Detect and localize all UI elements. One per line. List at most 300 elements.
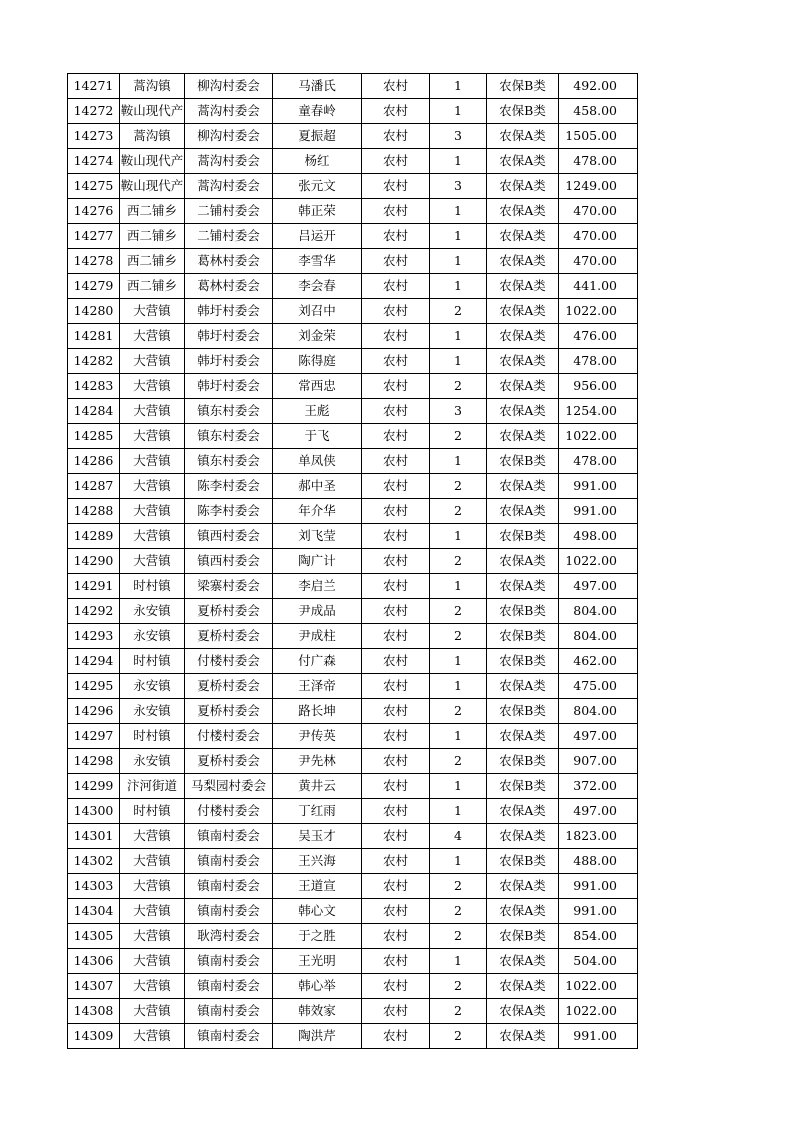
serial-number-cell: 14297 [68,724,120,749]
table-row [68,999,638,1024]
insurance-category-cell: 农保A类 [487,899,559,924]
household-size-cell: 1 [430,149,487,174]
amount-cell: 804.00 [559,624,638,649]
insurance-category-cell: 农保B类 [487,699,559,724]
insurance-category-cell: 农保A类 [487,424,559,449]
amount-cell: 991.00 [559,1024,638,1049]
serial-number-cell: 14290 [68,549,120,574]
table-row [68,424,638,449]
area-type-cell: 农村 [362,749,430,774]
township-cell: 时村镇 [120,799,185,824]
area-type-cell: 农村 [362,524,430,549]
village-committee-cell: 葛林村委会 [185,274,273,299]
amount-cell: 504.00 [559,949,638,974]
name-cell: 韩心文 [273,899,362,924]
area-type-cell: 农村 [362,199,430,224]
household-size-cell: 2 [430,999,487,1024]
amount-cell: 1022.00 [559,999,638,1024]
name-cell: 李会春 [273,274,362,299]
table-row [68,924,638,949]
serial-number-cell: 14305 [68,924,120,949]
township-cell: 西二铺乡 [120,199,185,224]
township-cell: 时村镇 [120,649,185,674]
village-committee-cell: 耿湾村委会 [185,924,273,949]
insurance-category-cell: 农保B类 [487,849,559,874]
household-size-cell: 1 [430,349,487,374]
serial-number-cell: 14287 [68,474,120,499]
household-size-cell: 2 [430,1024,487,1049]
table-row [68,149,638,174]
table-row [68,699,638,724]
table-row [68,474,638,499]
township-cell: 蒿沟镇 [120,74,185,99]
serial-number-cell: 14277 [68,224,120,249]
township-cell: 永安镇 [120,699,185,724]
village-committee-cell: 付楼村委会 [185,799,273,824]
serial-number-cell: 14308 [68,999,120,1024]
township-cell: 大营镇 [120,1024,185,1049]
village-committee-cell: 镇东村委会 [185,449,273,474]
township-cell: 西二铺乡 [120,249,185,274]
household-size-cell: 1 [430,249,487,274]
township-cell: 汴河街道 [120,774,185,799]
name-cell: 于之胜 [273,924,362,949]
township-cell: 大营镇 [120,999,185,1024]
area-type-cell: 农村 [362,324,430,349]
name-cell: 杨红 [273,149,362,174]
area-type-cell: 农村 [362,74,430,99]
village-committee-cell: 镇南村委会 [185,874,273,899]
name-cell: 路长坤 [273,699,362,724]
amount-cell: 1249.00 [559,174,638,199]
table-row [68,299,638,324]
name-cell: 陈得庭 [273,349,362,374]
name-cell: 尹成品 [273,599,362,624]
household-size-cell: 2 [430,299,487,324]
serial-number-cell: 14273 [68,124,120,149]
amount-cell: 1823.00 [559,824,638,849]
serial-number-cell: 14296 [68,699,120,724]
township-cell: 大营镇 [120,524,185,549]
insurance-category-cell: 农保A类 [487,824,559,849]
amount-cell: 470.00 [559,224,638,249]
amount-cell: 492.00 [559,74,638,99]
name-cell: 单凤侠 [273,449,362,474]
amount-cell: 478.00 [559,449,638,474]
serial-number-cell: 14278 [68,249,120,274]
table-row [68,974,638,999]
amount-cell: 1254.00 [559,399,638,424]
table-row [68,749,638,774]
area-type-cell: 农村 [362,674,430,699]
insurance-category-cell: 农保A类 [487,124,559,149]
village-committee-cell: 镇东村委会 [185,424,273,449]
amount-cell: 497.00 [559,799,638,824]
household-size-cell: 2 [430,474,487,499]
name-cell: 王彪 [273,399,362,424]
area-type-cell: 农村 [362,549,430,574]
table-row [68,724,638,749]
amount-cell: 372.00 [559,774,638,799]
household-size-cell: 1 [430,649,487,674]
name-cell: 韩心举 [273,974,362,999]
serial-number-cell: 14299 [68,774,120,799]
village-committee-cell: 梁寨村委会 [185,574,273,599]
name-cell: 陶洪芹 [273,1024,362,1049]
township-cell: 时村镇 [120,574,185,599]
insurance-category-cell: 农保A类 [487,674,559,699]
table-row [68,949,638,974]
serial-number-cell: 14304 [68,899,120,924]
insurance-category-cell: 农保A类 [487,799,559,824]
township-cell: 大营镇 [120,449,185,474]
township-cell: 鞍山现代产 [120,99,185,124]
area-type-cell: 农村 [362,774,430,799]
insurance-category-cell: 农保A类 [487,549,559,574]
household-size-cell: 2 [430,924,487,949]
village-committee-cell: 韩圩村委会 [185,299,273,324]
household-size-cell: 1 [430,799,487,824]
amount-cell: 991.00 [559,499,638,524]
amount-cell: 854.00 [559,924,638,949]
name-cell: 王兴海 [273,849,362,874]
village-committee-cell: 镇南村委会 [185,849,273,874]
amount-cell: 1022.00 [559,549,638,574]
table-row [68,449,638,474]
area-type-cell: 农村 [362,349,430,374]
village-committee-cell: 镇东村委会 [185,399,273,424]
name-cell: 付广森 [273,649,362,674]
insurance-category-cell: 农保A类 [487,374,559,399]
insurance-category-cell: 农保A类 [487,324,559,349]
serial-number-cell: 14275 [68,174,120,199]
name-cell: 韩效家 [273,999,362,1024]
name-cell: 吴玉才 [273,824,362,849]
area-type-cell: 农村 [362,599,430,624]
township-cell: 大营镇 [120,299,185,324]
serial-number-cell: 14276 [68,199,120,224]
serial-number-cell: 14300 [68,799,120,824]
township-cell: 大营镇 [120,499,185,524]
area-type-cell: 农村 [362,974,430,999]
serial-number-cell: 14271 [68,74,120,99]
table-row [68,549,638,574]
serial-number-cell: 14295 [68,674,120,699]
name-cell: 尹先林 [273,749,362,774]
household-size-cell: 1 [430,674,487,699]
table-row [68,674,638,699]
amount-cell: 497.00 [559,574,638,599]
serial-number-cell: 14306 [68,949,120,974]
village-committee-cell: 付楼村委会 [185,724,273,749]
table-row [68,599,638,624]
township-cell: 大营镇 [120,899,185,924]
amount-cell: 488.00 [559,849,638,874]
name-cell: 王光明 [273,949,362,974]
area-type-cell: 农村 [362,474,430,499]
amount-cell: 497.00 [559,724,638,749]
name-cell: 吕运开 [273,224,362,249]
amount-cell: 476.00 [559,324,638,349]
records-table-body [68,74,638,1049]
household-size-cell: 2 [430,374,487,399]
insurance-category-cell: 农保A类 [487,949,559,974]
insurance-category-cell: 农保A类 [487,1024,559,1049]
table-row [68,1024,638,1049]
insurance-category-cell: 农保A类 [487,249,559,274]
village-committee-cell: 韩圩村委会 [185,374,273,399]
household-size-cell: 1 [430,324,487,349]
name-cell: 尹成柱 [273,624,362,649]
household-size-cell: 1 [430,224,487,249]
serial-number-cell: 14284 [68,399,120,424]
table-row [68,324,638,349]
serial-number-cell: 14302 [68,849,120,874]
amount-cell: 441.00 [559,274,638,299]
township-cell: 大营镇 [120,974,185,999]
village-committee-cell: 镇南村委会 [185,824,273,849]
amount-cell: 458.00 [559,99,638,124]
serial-number-cell: 14293 [68,624,120,649]
amount-cell: 498.00 [559,524,638,549]
area-type-cell: 农村 [362,124,430,149]
insurance-category-cell: 农保B类 [487,774,559,799]
table-row [68,274,638,299]
table-row [68,824,638,849]
township-cell: 鞍山现代产 [120,174,185,199]
serial-number-cell: 14309 [68,1024,120,1049]
township-cell: 大营镇 [120,824,185,849]
township-cell: 大营镇 [120,874,185,899]
township-cell: 永安镇 [120,749,185,774]
serial-number-cell: 14292 [68,599,120,624]
table-row [68,799,638,824]
area-type-cell: 农村 [362,249,430,274]
area-type-cell: 农村 [362,99,430,124]
household-size-cell: 2 [430,599,487,624]
area-type-cell: 农村 [362,924,430,949]
name-cell: 于飞 [273,424,362,449]
insurance-category-cell: 农保B类 [487,924,559,949]
village-committee-cell: 柳沟村委会 [185,124,273,149]
household-size-cell: 1 [430,774,487,799]
amount-cell: 804.00 [559,599,638,624]
village-committee-cell: 韩圩村委会 [185,324,273,349]
insurance-category-cell: 农保A类 [487,474,559,499]
insurance-category-cell: 农保A类 [487,174,559,199]
township-cell: 大营镇 [120,924,185,949]
name-cell: 丁红雨 [273,799,362,824]
amount-cell: 478.00 [559,349,638,374]
village-committee-cell: 夏桥村委会 [185,674,273,699]
name-cell: 刘召中 [273,299,362,324]
area-type-cell: 农村 [362,174,430,199]
amount-cell: 804.00 [559,699,638,724]
village-committee-cell: 镇南村委会 [185,974,273,999]
table-row [68,124,638,149]
name-cell: 李启兰 [273,574,362,599]
household-size-cell: 3 [430,174,487,199]
table-row [68,574,638,599]
name-cell: 年介华 [273,499,362,524]
area-type-cell: 农村 [362,424,430,449]
name-cell: 王道宣 [273,874,362,899]
township-cell: 西二铺乡 [120,274,185,299]
village-committee-cell: 镇西村委会 [185,549,273,574]
area-type-cell: 农村 [362,874,430,899]
area-type-cell: 农村 [362,574,430,599]
table-row [68,199,638,224]
name-cell: 常西忠 [273,374,362,399]
name-cell: 韩正荣 [273,199,362,224]
household-size-cell: 2 [430,624,487,649]
area-type-cell: 农村 [362,699,430,724]
table-row [68,874,638,899]
name-cell: 黄井云 [273,774,362,799]
serial-number-cell: 14307 [68,974,120,999]
name-cell: 李雪华 [273,249,362,274]
table-row [68,99,638,124]
township-cell: 大营镇 [120,849,185,874]
table-row [68,624,638,649]
household-size-cell: 1 [430,449,487,474]
name-cell: 刘飞莹 [273,524,362,549]
village-committee-cell: 夏桥村委会 [185,749,273,774]
village-committee-cell: 夏桥村委会 [185,699,273,724]
table-row [68,774,638,799]
township-cell: 西二铺乡 [120,224,185,249]
area-type-cell: 农村 [362,799,430,824]
amount-cell: 462.00 [559,649,638,674]
amount-cell: 991.00 [559,474,638,499]
records-table [67,73,638,1049]
amount-cell: 475.00 [559,674,638,699]
insurance-category-cell: 农保B类 [487,624,559,649]
serial-number-cell: 14294 [68,649,120,674]
household-size-cell: 1 [430,949,487,974]
insurance-category-cell: 农保A类 [487,974,559,999]
insurance-category-cell: 农保A类 [487,274,559,299]
amount-cell: 991.00 [559,899,638,924]
area-type-cell: 农村 [362,224,430,249]
area-type-cell: 农村 [362,624,430,649]
village-committee-cell: 蒿沟村委会 [185,99,273,124]
serial-number-cell: 14281 [68,324,120,349]
area-type-cell: 农村 [362,299,430,324]
household-size-cell: 1 [430,199,487,224]
insurance-category-cell: 农保B类 [487,649,559,674]
village-committee-cell: 陈李村委会 [185,499,273,524]
name-cell: 刘金荣 [273,324,362,349]
amount-cell: 1022.00 [559,299,638,324]
village-committee-cell: 镇南村委会 [185,999,273,1024]
township-cell: 大营镇 [120,374,185,399]
village-committee-cell: 蒿沟村委会 [185,174,273,199]
serial-number-cell: 14279 [68,274,120,299]
township-cell: 永安镇 [120,674,185,699]
household-size-cell: 1 [430,724,487,749]
household-size-cell: 3 [430,399,487,424]
name-cell: 张元文 [273,174,362,199]
household-size-cell: 1 [430,74,487,99]
village-committee-cell: 镇西村委会 [185,524,273,549]
amount-cell: 470.00 [559,249,638,274]
area-type-cell: 农村 [362,449,430,474]
name-cell: 王泽帝 [273,674,362,699]
amount-cell: 1022.00 [559,424,638,449]
village-committee-cell: 二铺村委会 [185,224,273,249]
household-size-cell: 1 [430,574,487,599]
insurance-category-cell: 农保A类 [487,724,559,749]
township-cell: 大营镇 [120,324,185,349]
amount-cell: 1022.00 [559,974,638,999]
area-type-cell: 农村 [362,724,430,749]
area-type-cell: 农村 [362,149,430,174]
amount-cell: 478.00 [559,149,638,174]
insurance-category-cell: 农保A类 [487,999,559,1024]
serial-number-cell: 14303 [68,874,120,899]
township-cell: 时村镇 [120,724,185,749]
village-committee-cell: 二铺村委会 [185,199,273,224]
village-committee-cell: 镇南村委会 [185,949,273,974]
household-size-cell: 2 [430,549,487,574]
township-cell: 大营镇 [120,549,185,574]
insurance-category-cell: 农保A类 [487,399,559,424]
village-committee-cell: 付楼村委会 [185,649,273,674]
household-size-cell: 2 [430,699,487,724]
name-cell: 夏振超 [273,124,362,149]
insurance-category-cell: 农保B类 [487,99,559,124]
serial-number-cell: 14301 [68,824,120,849]
serial-number-cell: 14282 [68,349,120,374]
insurance-category-cell: 农保A类 [487,349,559,374]
insurance-category-cell: 农保A类 [487,874,559,899]
area-type-cell: 农村 [362,374,430,399]
village-committee-cell: 陈李村委会 [185,474,273,499]
township-cell: 鞍山现代产 [120,149,185,174]
household-size-cell: 2 [430,424,487,449]
table-row [68,649,638,674]
township-cell: 大营镇 [120,424,185,449]
household-size-cell: 2 [430,499,487,524]
township-cell: 大营镇 [120,474,185,499]
amount-cell: 956.00 [559,374,638,399]
table-row [68,224,638,249]
household-size-cell: 2 [430,749,487,774]
insurance-category-cell: 农保A类 [487,299,559,324]
township-cell: 蒿沟镇 [120,124,185,149]
name-cell: 郝中圣 [273,474,362,499]
table-row [68,524,638,549]
area-type-cell: 农村 [362,899,430,924]
insurance-category-cell: 农保B类 [487,599,559,624]
area-type-cell: 农村 [362,399,430,424]
serial-number-cell: 14286 [68,449,120,474]
area-type-cell: 农村 [362,999,430,1024]
amount-cell: 991.00 [559,874,638,899]
household-size-cell: 2 [430,974,487,999]
insurance-category-cell: 农保A类 [487,574,559,599]
table-row [68,349,638,374]
village-committee-cell: 夏桥村委会 [185,599,273,624]
table-row [68,499,638,524]
area-type-cell: 农村 [362,824,430,849]
serial-number-cell: 14274 [68,149,120,174]
household-size-cell: 3 [430,124,487,149]
village-committee-cell: 柳沟村委会 [185,74,273,99]
household-size-cell: 1 [430,274,487,299]
village-committee-cell: 韩圩村委会 [185,349,273,374]
